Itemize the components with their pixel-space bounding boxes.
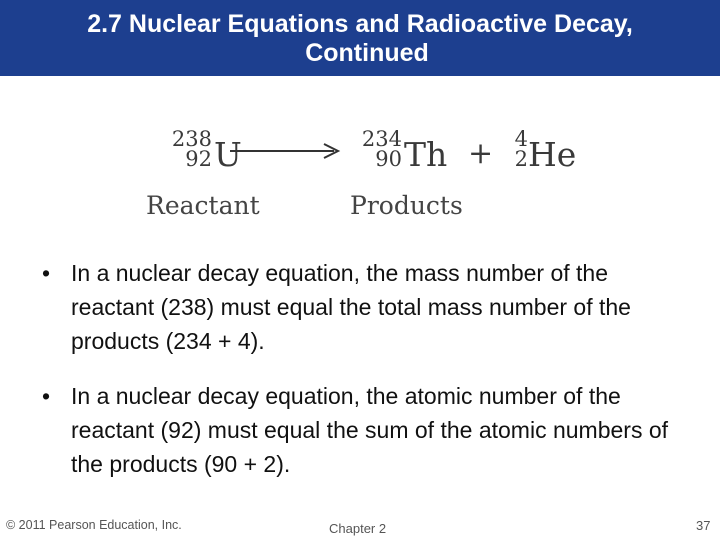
product-mass-number: 4 bbox=[514, 127, 528, 151]
product-mass-number: 234 bbox=[361, 127, 402, 151]
nuclear-equation bbox=[0, 0, 720, 240]
products-label: Products bbox=[350, 191, 463, 220]
reactant-atomic-number: 92 bbox=[185, 147, 212, 171]
bullet-marker: • bbox=[42, 383, 51, 409]
product-atomic-number: 2 bbox=[514, 147, 528, 171]
reactant-numbers bbox=[166, 129, 212, 169]
reactant-mass-number: 238 bbox=[171, 127, 212, 151]
bullet-marker: • bbox=[42, 260, 51, 286]
bullet-text: In a nuclear decay equation, the atomic number of the reactant (92) must equal the sum of the atomic numbers of the products (90 + 2). bbox=[71, 383, 669, 477]
slide-title-line-1: 2.7 Nuclear Equations and Radioactive Decay, bbox=[87, 10, 633, 38]
reactant-label: Reactant bbox=[146, 191, 260, 220]
reactant-symbol: U bbox=[214, 135, 242, 174]
bullet-list bbox=[42, 256, 692, 502]
product-symbol: Th bbox=[404, 135, 448, 174]
page-number: 37 bbox=[696, 518, 711, 533]
right-arrow-icon bbox=[230, 141, 342, 161]
footer-chapter: Chapter 2 bbox=[329, 521, 387, 536]
bullet-item bbox=[42, 379, 692, 481]
product-atomic-number: 90 bbox=[375, 147, 402, 171]
product-numbers-thorium bbox=[356, 129, 402, 169]
footer-copyright: © 2011 Pearson Education, Inc. bbox=[6, 518, 182, 532]
plus-sign: + bbox=[468, 136, 494, 171]
bullet-item bbox=[42, 256, 692, 358]
product-symbol: He bbox=[528, 135, 577, 174]
bullet-text: In a nuclear decay equation, the mass number of the reactant (238) must equal the total mass number of the products (234 + 4). bbox=[71, 260, 631, 354]
product-numbers-helium bbox=[508, 129, 528, 169]
slide-title-line-2: Continued bbox=[305, 39, 429, 67]
